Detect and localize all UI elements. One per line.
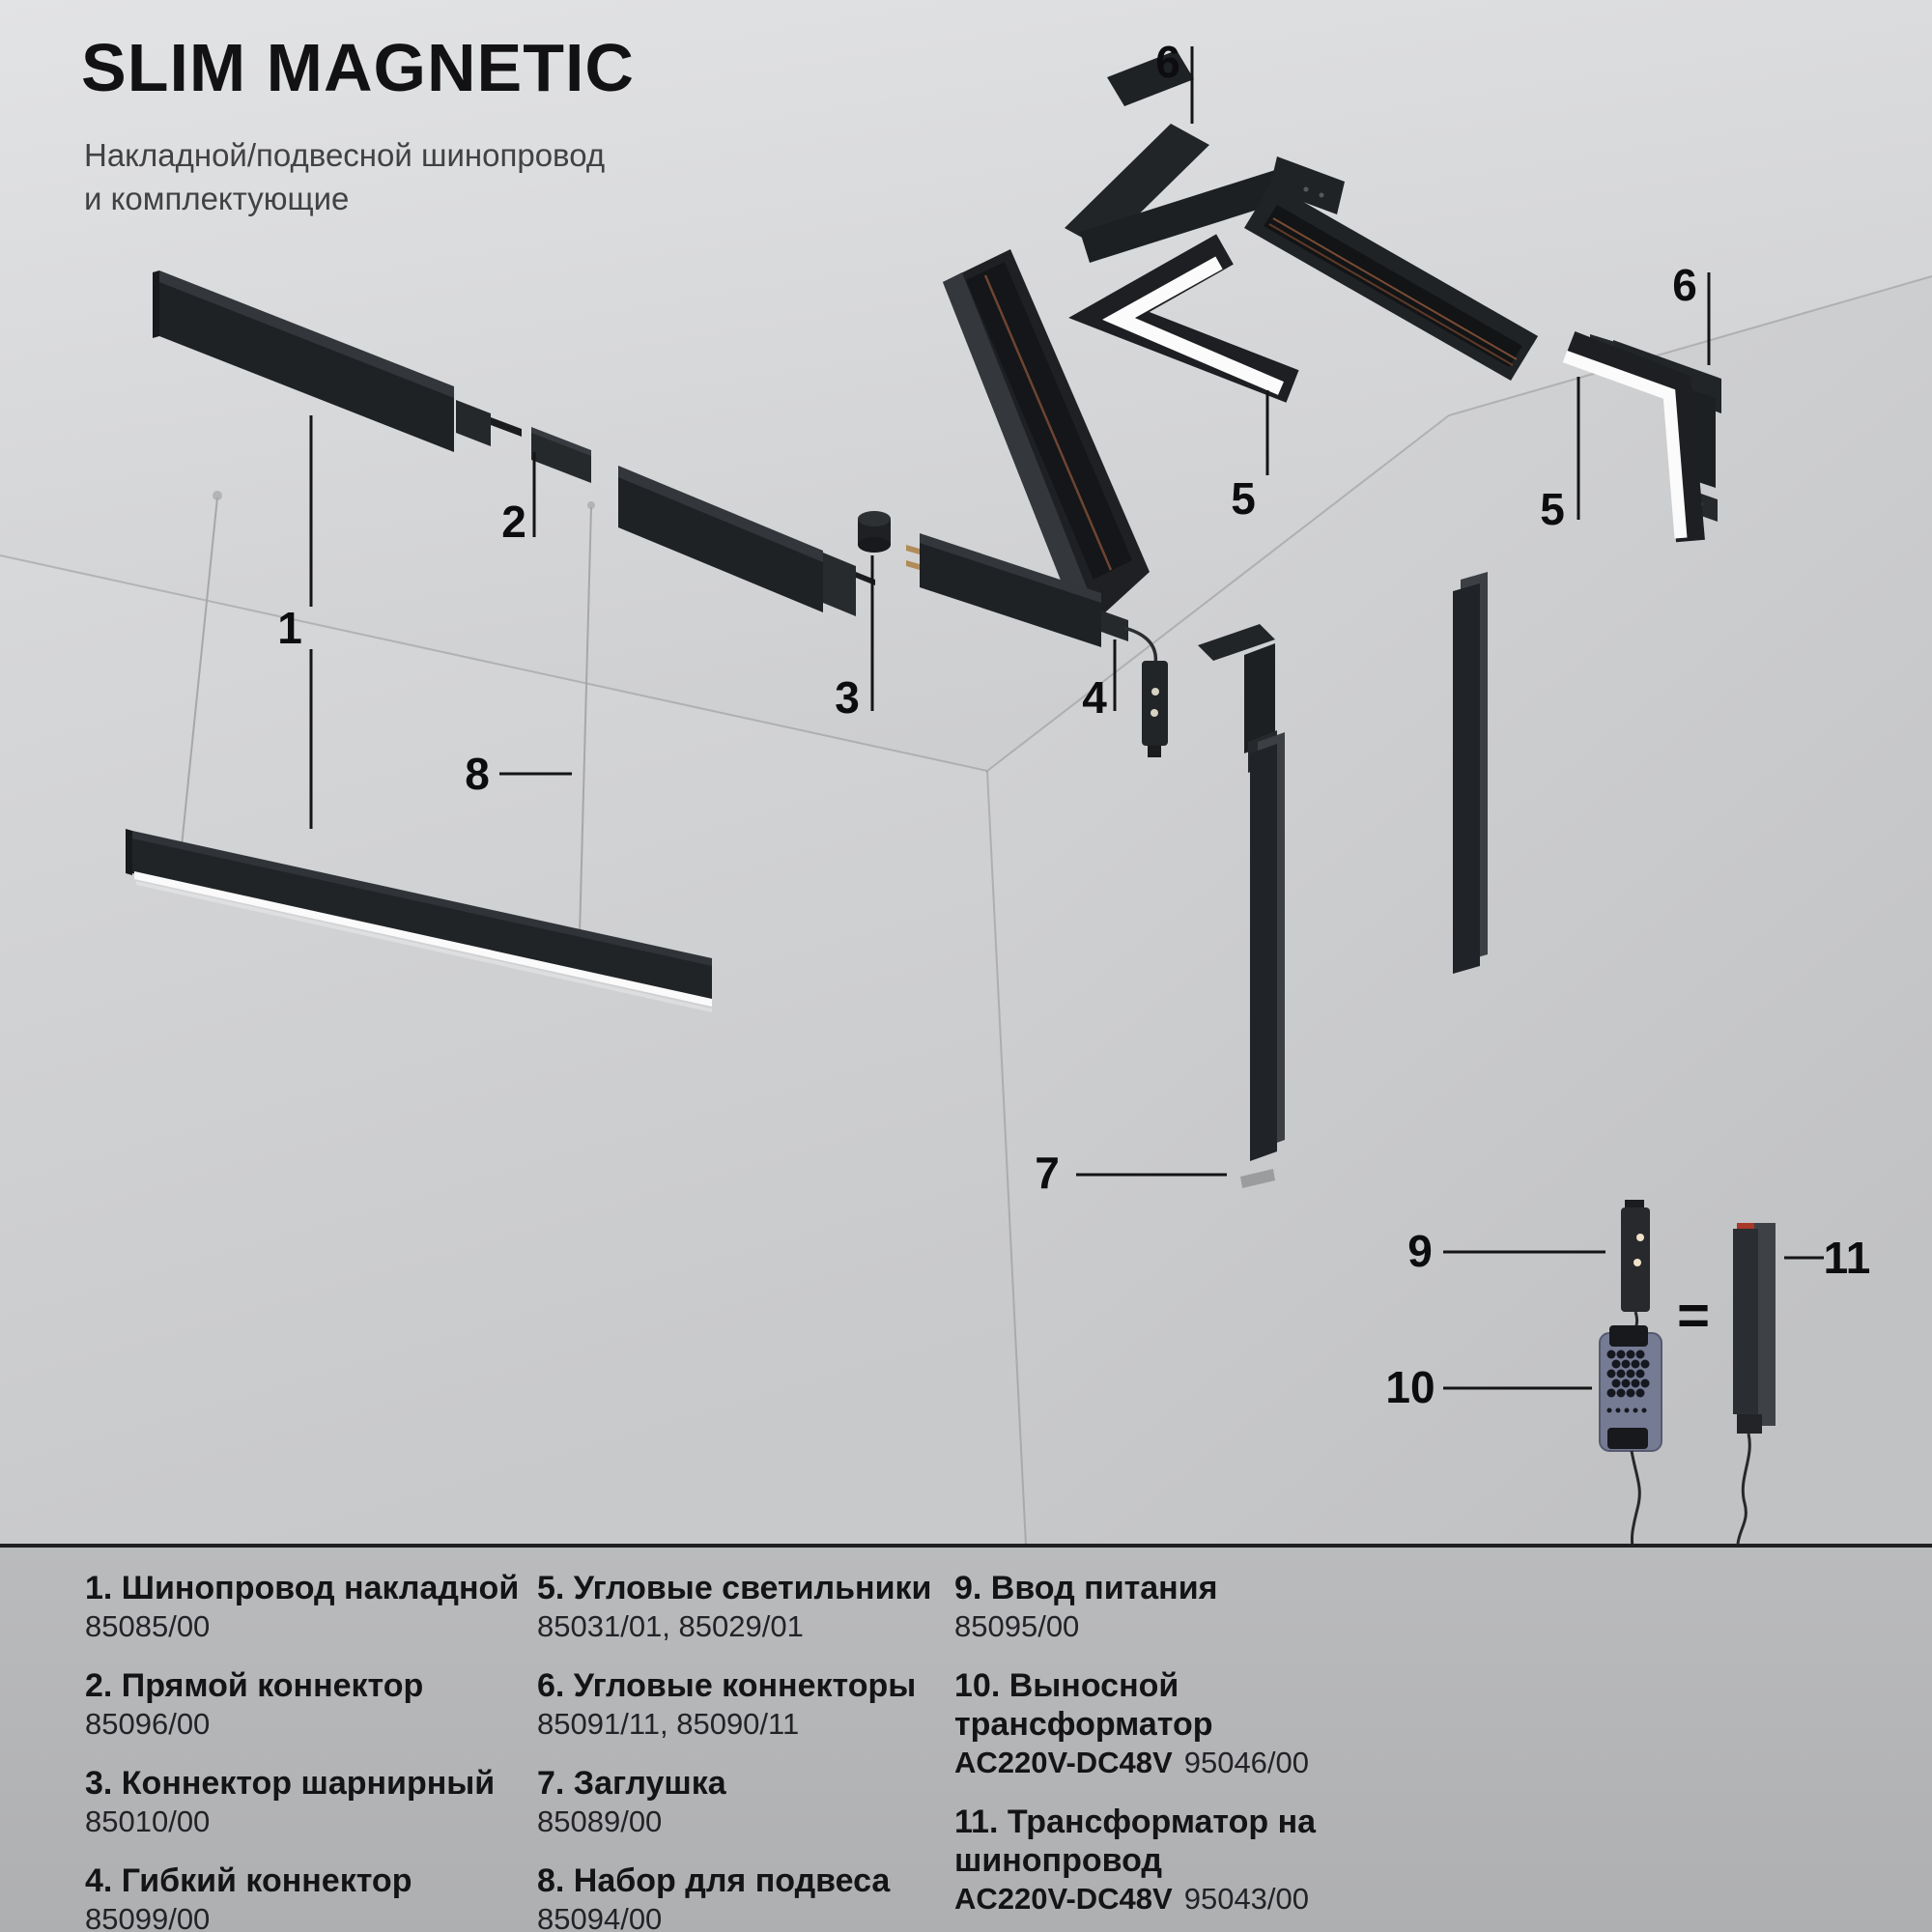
callout-7: 7 bbox=[1035, 1148, 1060, 1198]
page-title: SLIM MAGNETIC bbox=[81, 30, 635, 105]
callout-4: 4 bbox=[1082, 672, 1107, 723]
callout-5b: 5 bbox=[1540, 484, 1565, 534]
legend-item-code: 85089/00 bbox=[537, 1804, 663, 1838]
legend-item-code: 85099/00 bbox=[85, 1902, 211, 1932]
legend-item-code: 85010/00 bbox=[85, 1804, 211, 1838]
legend-column-1 bbox=[85, 1569, 539, 1932]
callout-6b: 6 bbox=[1672, 260, 1697, 310]
legend-item-title: 10. Выносной трансформатор bbox=[954, 1667, 1213, 1743]
page-subtitle-line1: Накладной/подвесной шинопровод bbox=[84, 137, 606, 173]
legend-column-3 bbox=[954, 1569, 1408, 1932]
callout-1: 1 bbox=[277, 603, 302, 653]
legend-item-3 bbox=[85, 1764, 539, 1840]
legend-item-5 bbox=[537, 1569, 991, 1645]
callout-2: 2 bbox=[501, 497, 526, 547]
legend-item-title: 1. Шинопровод накладной bbox=[85, 1570, 520, 1606]
legend bbox=[0, 1544, 1932, 1932]
callout-3: 3 bbox=[835, 672, 860, 723]
page-subtitle bbox=[84, 133, 605, 220]
legend-item-code: 85094/00 bbox=[537, 1902, 663, 1932]
legend-item-8 bbox=[537, 1861, 991, 1932]
legend-item-code: 85031/01, 85029/01 bbox=[537, 1609, 804, 1643]
legend-item-code: AC220V-DC48V 95046/00 bbox=[954, 1746, 1310, 1779]
legend-item-title: 6. Угловые коннекторы bbox=[537, 1667, 917, 1704]
callout-5a: 5 bbox=[1231, 473, 1256, 524]
page-subtitle-line2: и комплектующие bbox=[84, 181, 350, 216]
legend-item-2 bbox=[85, 1666, 539, 1743]
legend-item-title: 4. Гибкий коннектор bbox=[85, 1862, 412, 1899]
legend-item-code: 85095/00 bbox=[954, 1609, 1080, 1643]
wall-track-left-icon bbox=[1250, 732, 1285, 1161]
legend-item-title: 8. Набор для подвеса bbox=[537, 1862, 891, 1899]
callout-6a: 6 bbox=[1155, 37, 1180, 87]
legend-item-title: 3. Коннектор шарнирный bbox=[85, 1765, 496, 1802]
hinge-connector-icon bbox=[858, 511, 891, 553]
callout-9: 9 bbox=[1407, 1226, 1433, 1276]
callout-10: 10 bbox=[1385, 1362, 1435, 1412]
legend-item-10 bbox=[954, 1666, 1408, 1781]
legend-item-4 bbox=[85, 1861, 539, 1932]
legend-item-code: AC220V-DC48V 95043/00 bbox=[954, 1882, 1310, 1916]
equals-sign: = bbox=[1677, 1284, 1710, 1348]
legend-item-code: 85085/00 bbox=[85, 1609, 211, 1643]
legend-item-code: 85091/11, 85090/11 bbox=[537, 1707, 800, 1741]
legend-item-6 bbox=[537, 1666, 991, 1743]
legend-item-1 bbox=[85, 1569, 539, 1645]
callout-8: 8 bbox=[465, 749, 490, 799]
legend-item-7 bbox=[537, 1764, 991, 1840]
legend-column-2 bbox=[537, 1569, 991, 1932]
legend-item-9 bbox=[954, 1569, 1408, 1645]
legend-item-title: 5. Угловые светильники bbox=[537, 1570, 932, 1606]
callout-11: 11 bbox=[1823, 1233, 1871, 1283]
legend-item-title: 2. Прямой коннектор bbox=[85, 1667, 424, 1704]
legend-item-code: 85096/00 bbox=[85, 1707, 211, 1741]
legend-item-title: 11. Трансформатор на шинопровод bbox=[954, 1804, 1317, 1879]
legend-item-11 bbox=[954, 1803, 1408, 1918]
legend-item-title: 9. Ввод питания bbox=[954, 1570, 1218, 1606]
legend-item-title: 7. Заглушка bbox=[537, 1765, 726, 1802]
wall-track-right-icon bbox=[1453, 572, 1488, 974]
